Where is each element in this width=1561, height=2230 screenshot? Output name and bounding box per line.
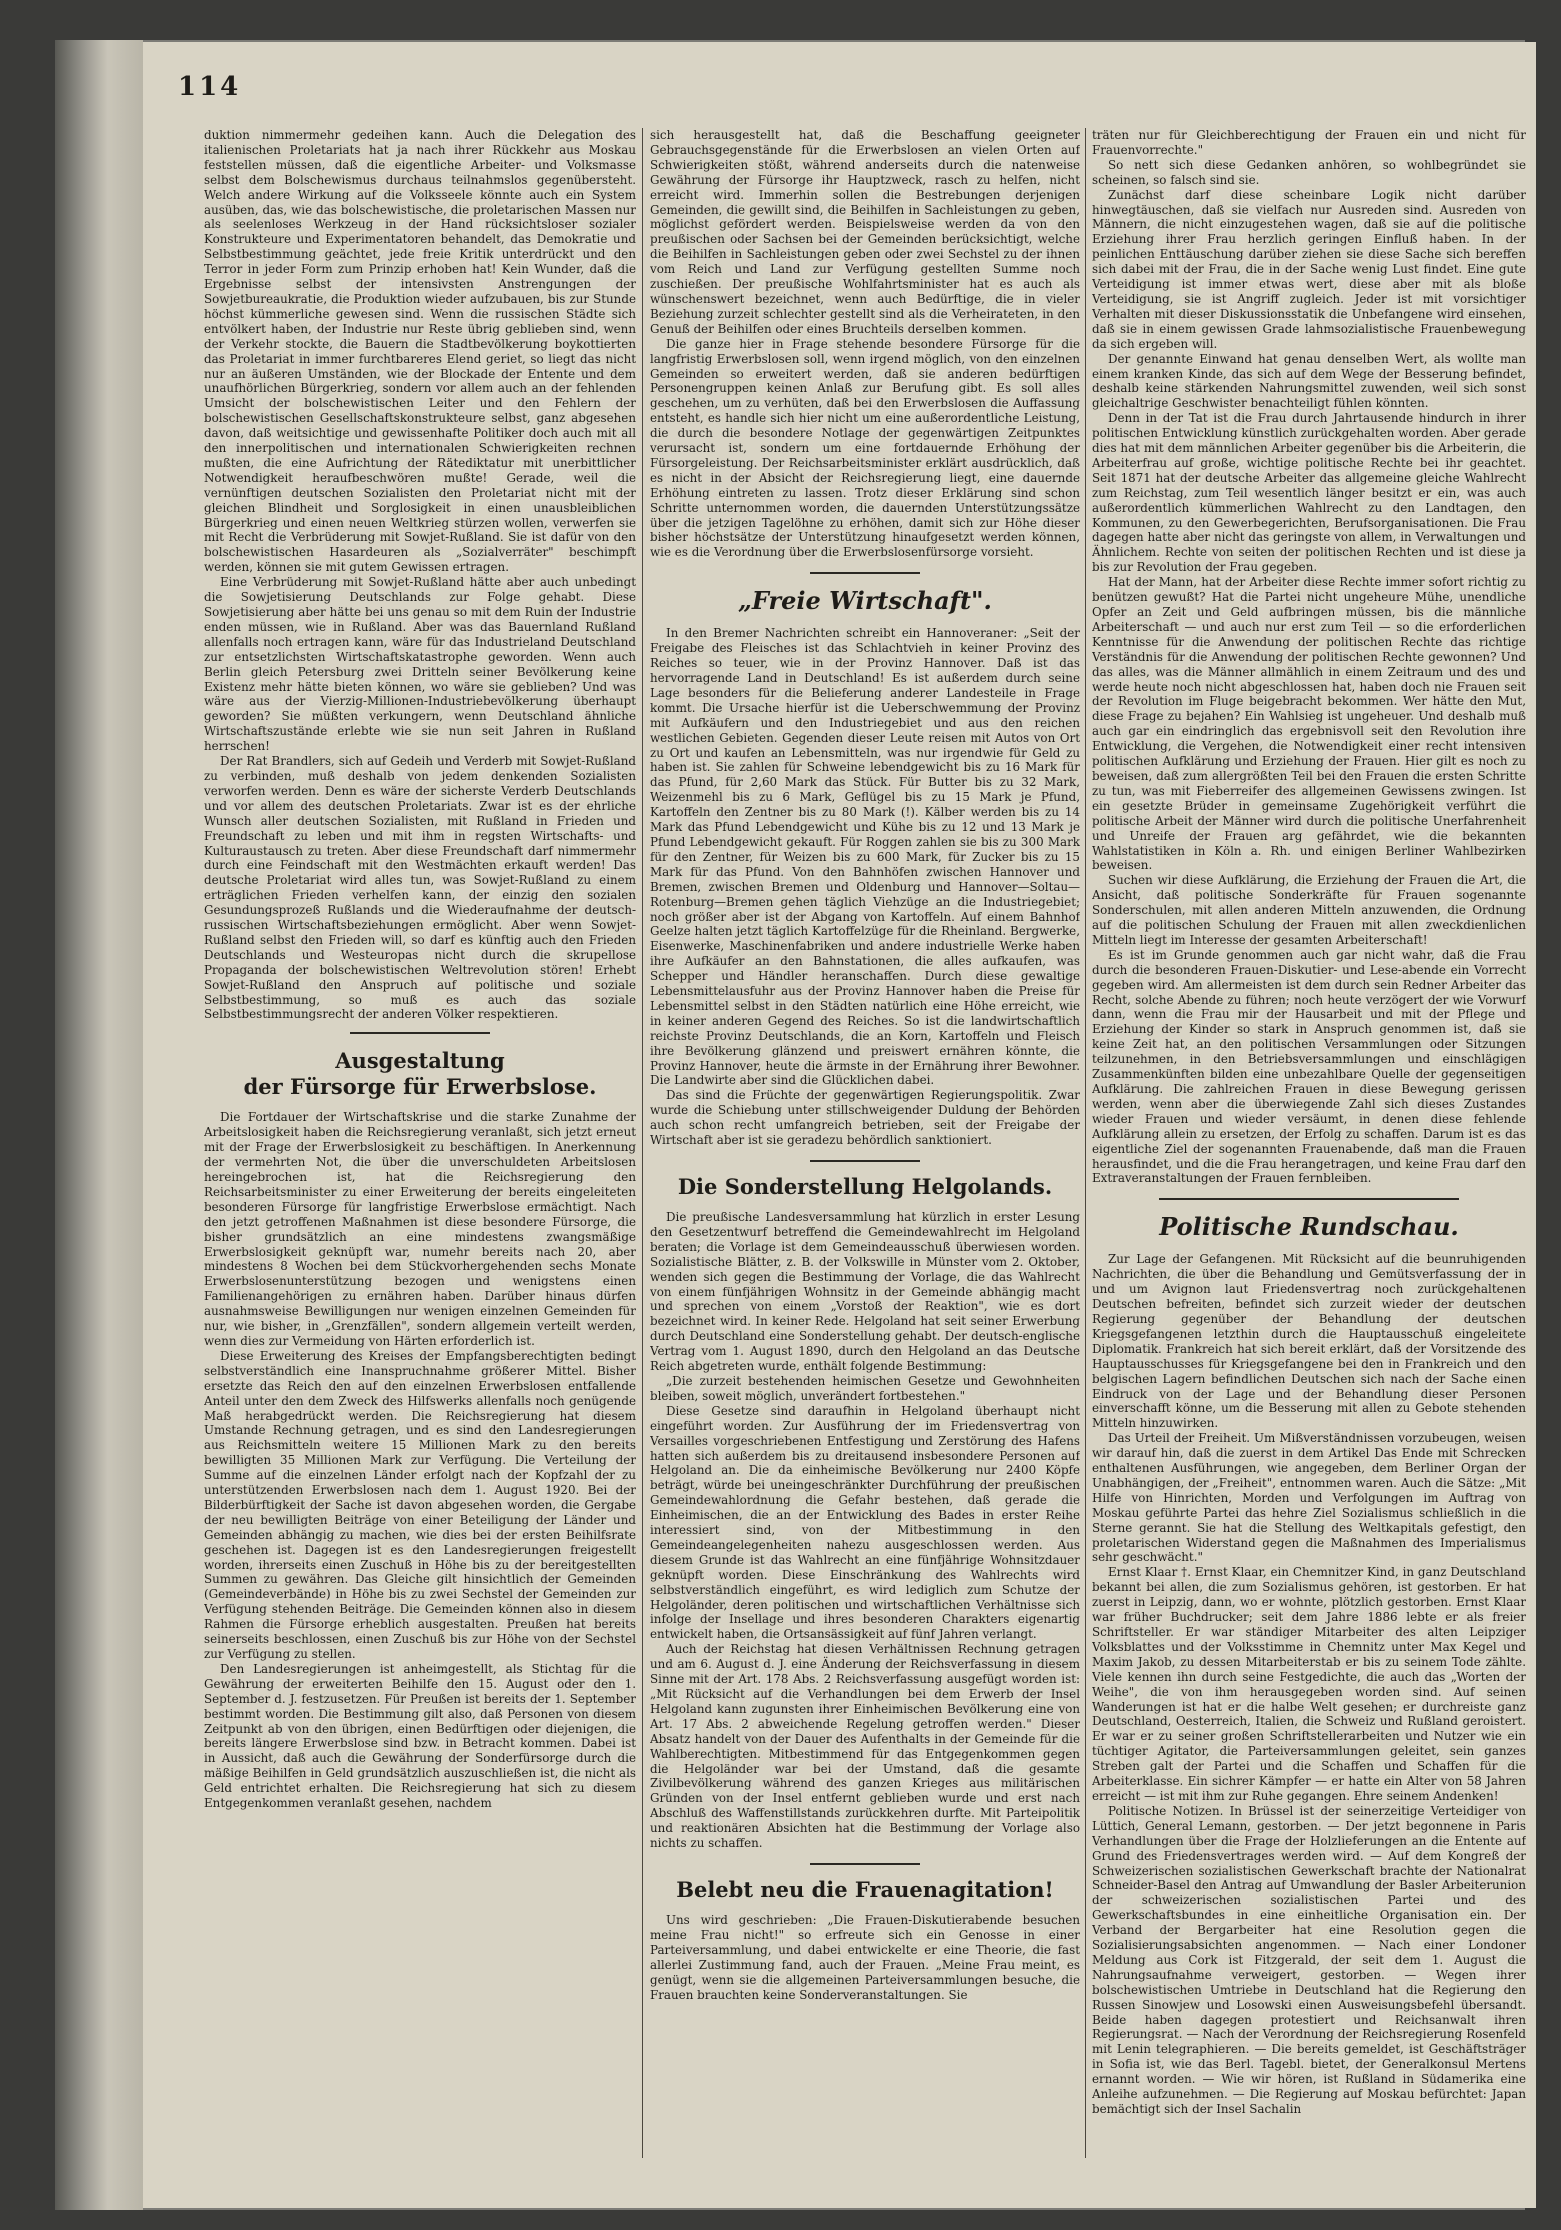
paragraph: Die Fortdauer der Wirtschaftskrise und die starke Zunahme der Arbeitslosigkeit haben die Reichsregierung veranlaßt, sich jetzt erneut mit der Frage der Erwerbslosigkeit zu beschäftigen. In Anerkennung der vermehrten Not, die über die unverschuldeten Arbeitslosen hereingebrochen ist, hat die Reichsregierung den Reichsarbeitsminister zu einer Erweiterung der bereits eingeleiteten besonderen Fürsorge für langfristige Erwerbslose ermächtigt. Nach den jetzt getroffenen Maßnahmen ist diese besondere Fürsorge, die bisher grundsätzlich an eine mindestens zwangsmäßige Erwerbslosigkeit geknüpft war, numehr bereits nach 20, aber mindestens 8 Wochen bei dem Stückvorhergehenden sechs Monate Erwerbslosenunterstützung bezogen und wenigstens einen Familienangehörigen zu ernähren haben. Darüber hinaus dürfen ausnahmsweise Bewilligungen nur wenigen einzelnen Gemeinden für nur, wie bisher, in „Grenzfällen", sondern allgemein verteilt werden, wenn dies zur Vermeidung von Härten erforderlich ist. xyxy=(204,1110,636,1348)
article-headline: „Freie Wirtschaft". xyxy=(738,586,992,616)
paragraph: Den Landesregierungen ist anheimgestellt, als Stichtag für die Gewährung der erweiterten Beihilfe den 15. August oder den 1. September d. J. festzusetzen. Für Preußen ist bereits der 1. September bestimmt worden. Die Bestimmung gilt also, daß Personen von diesem Zeitpunkt ab von den übrigen, einen Bedürftigen oder diejenigen, die bereits längere Erwerbslose sind bzw. in Betracht kommen. Dabei ist in Aussicht, daß auch die Gewährung der Sonderfürsorge durch die mäßige Beihilfen in Geld grundsätzlich auszuschließen ist, die nicht als Geld entrichtet erhalten. Die Reichsregierung hat sich zu diesem Entgegenkommen veranlaßt gesehen, nachdem xyxy=(204,1661,636,1811)
article-headline-line2: der Fürsorge für Erwerbslose. xyxy=(243,1074,597,1100)
column-right xyxy=(1092,128,1526,2153)
paragraph: Das sind die Früchte der gegenwärtigen Regierungspolitik. Zwar wurde die Schiebung unter stillschweigender Duldung der Behörden auch schon recht umfangreich betrieben, seit der Freigabe der Wirtschaft aber ist sie geradezu behördlich sanktioniert. xyxy=(650,1088,1080,1148)
paragraph: Politische Notizen. In Brüssel ist der seinerzeitige Verteidiger von Lüttich, General Lemann, gestorben. — Der jetzt begonnene in Paris Verhandlungen über die Frage der Holzlieferungen an die Entente auf Grund des Friedensvertrages werden wird. — Auf dem Kongreß der Schweizerischen sozialistischen Gewerkschaft brachte der Nationalrat Schneider-Basel den Antrag auf Umwandlung der Basler Arbeiterunion der schweizerischen sozialistischen Partei und des Gewerkschaftsbundes in eine einheitliche Organisation ein. Der Verband der Bergarbeiter hat eine Resolution gegen die Sozialisierungsabsichten angenommen. — Nach einer Londoner Meldung aus Cork ist Fitzgerald, der seit dem 1. August die Nahrungsaufnahme verweigert, gestorben. — Wegen ihrer bolschewistischen Umtriebe in Deutschland hat die Regierung den Russen Sinowjew und Losowski einen Ausweisungsbefehl übersandt. Beide haben dagegen protestiert und Reichsanwalt ihren Regierungsrat. — Nach der Verordnung der Reichsregierung Rosenfeld mit Lenin telegraphieren. — Die bereits gemeldet, ist Geschäftsträger in Sofia ist, wie das Berl. Tagebl. bietet, der Generalkonsul Mertens ernannt worden. — Wie wir hören, ist Rußland in Südamerika eine Anleihe aufzunehmen. — Die Regierung auf Moskau befürchtet: Japan bemächtigt sich der Insel Sachalin xyxy=(1092,1803,1526,2116)
spacer xyxy=(650,1200,1080,1210)
column-middle xyxy=(650,128,1080,2158)
paragraph: Der Rat Brandlers, sich auf Gedeih und Verderb mit Sowjet-Rußland zu verbinden, muß deshalb von jedem denkenden Sozialisten verworfen werden. Denn es wäre der sicherste Verderb Deutschlands und vor allem des deutschen Proletariats. Zwar ist es der ehrliche Wunsch aller deutschen Sozialisten, mit Rußland in Frieden und Freundschaft zu leben und mit ihm in regsten Wirtschafts- und Kulturaustausch zu treten. Aber diese Freundschaft darf nimmermehr durch eine Feindschaft mit den Westmächten erkauft werden! Das deutsche Proletariat wird alles tun, was Sowjet-Rußland zu einem erträglichen Frieden verhelfen kann, der einzig den sozialen Gesundungsprozeß Rußlands und die Wiederaufnahme der deutsch-russischen Wirtschaftsbeziehungen ermöglicht. Aber wenn Sowjet-Rußland selbst den Frieden will, so darf es künftig auch den Frieden Deutschlands und Westeuropas nicht durch die skrupellose Propaganda der bolschewistischen Weltrevolution stören! Erhebt Sowjet-Rußland den Anspruch auf politische und soziale Selbstbestimmung, so muß es auch das soziale Selbstbestimmungsrecht der anderen Völker respektieren. xyxy=(204,754,636,1022)
page-number: 114 xyxy=(178,72,242,102)
paragraph: Zunächst darf diese scheinbare Logik nicht darüber hinwegtäuschen, daß sie vielfach nur Ausreden sind. Ausreden von Männern, die nicht einzugestehen wagen, daß sie auf die politische Erziehung ihrer Frau herzlich geringen Einfluß haben. In der peinlichen Enttäuschung darüber ziehen sie diese Sache sich bereffen sich dabei mit der Frau, die in der Sache wenig Lust findet. Eine gute Verteidigung ist immer etwas wert, diese aber mit als bloße Verteidigung, sie ist Angriff zugleich. Jeder ist mit vorsichtiger Verhalten mit dieser Diskussionsstatik die Unbefangene wird einsehen, daß sie in einem gewissen Grade lahmsozialistische Frauenbewegung da sich ergeben will. xyxy=(1092,187,1526,351)
paragraph: Denn in der Tat ist die Frau durch Jahrtausende hindurch in ihrer politischen Entwicklung künstlich zurückgehalten worden. Aber gerade dies hat mit dem männlichen Arbeiter gegenüber bis die Arbeiterin, die Arbeiterfrau auf große, wichtige politische Rechte bei ihr geachtet. Seit 1871 hat der deutsche Arbeiter das allgemeine gleiche Wahlrecht zum Reichstag, zum Teil wesentlich länger besitzt er ein, was auch außerordentlich kümmerlichen Wahlrecht zu den Landtagen, den Kommunen, zu den Gewerbegerichten, Berufsorganisationen. Die Frau dagegen hatte aber nicht das geringste von allem, in Verwaltungen und Ähnlichem. Rechte von seiten der politischen Rechten und ist diese ja bis zur Revolution der Frau gegeben. xyxy=(1092,411,1526,575)
paragraph: Ernst Klaar †. Ernst Klaar, ein Chemnitzer Kind, in ganz Deutschland bekannt bei allen, die zum Sozialismus gehören, ist gestorben. Er hat zuerst in Leipzig, dann, wo er wohnte, plötzlich gestorben. Ernst Klaar war früher Buchdrucker; seit dem Jahre 1886 lebte er als freier Schriftsteller. Er war ständiger Mitarbeiter des alten Leipziger Volksblattes und der Volksstimme in Chemnitz unter Max Kegel und Maxim Jakob, zu dessen Mitarbeiterstab er bis zu seinem Tode zählte. Viele kennen ihn durch seine Festgedichte, die auch das „Worten der Weihe", die von ihm herausgegeben worden sind. Auf seinen Wanderungen ist hat er die halbe Welt gesehen; er durchreiste ganz Deutschland, Oesterreich, Italien, die Schweiz und Rußland geroistert. Er war er zu seiner großen Schriftstellerarbeiten und Nutzer wie ein tüchtiger Agitator, die Parteiversammlungen geleitet, sein ganzes Streben galt der Partei und die Schaffen und Schaffen für die Arbeiterklasse. Ein sichrer Kämpfer — er hatte ein Alter von 58 Jahren erreicht — ist mit ihm zur Ruhe gegangen. Ehre seinem Andenken! xyxy=(1092,1565,1526,1803)
paragraph: Diese Gesetze sind daraufhin in Helgoland überhaupt nicht eingeführt worden. Zur Ausführung der im Friedensvertrag von Versailles vorgeschriebenen Entfestigung und Zerstörung des Hafens hatten sich außerdem bis zu dreitausend insbesondere Personen auf Helgoland an. Die da einheimische Bevölkerung nur 2400 Köpfe beträgt, würde bei uneingeschränkter Durchführung der preußischen Gemeindewahlordnung die Gefahr bestehen, daß gerade die Einheimischen, die an der Entwicklung des Bades in erster Reihe interessiert sind, von der Mitbestimmung in den Gemeindeangelegenheiten nahezu ausgeschlossen werden. Aus diesem Grunde ist das Wahlrecht an eine fünfjährige Wohnsitzdauer geknüpft worden. Diese Einschränkung des Wahlrechts wird selbstverständlich eingeführt, es wird lediglich zum Schutze der Helgoländer, deren politischen und wirtschaftlichen Verhältnisse sich infolge der Insellage und ihres besonderen Charakters eigenartig entwickelt haben, die Ortsansässigkeit auf fünf Jahren verlangt. xyxy=(650,1403,1080,1642)
column-divider xyxy=(642,128,643,2158)
spacer xyxy=(650,616,1080,626)
section-divider xyxy=(350,1032,490,1034)
paragraph: Die ganze hier in Frage stehende besondere Fürsorge für die langfristig Erwerbslosen soll, wenn irgend möglich, von den einzelnen Gemeinden so erweitert werden, daß sie anderen bedürftigen Personengruppen keinen Anlaß zur Berufung gibt. Es soll alles geschehen, um zu verhüten, daß bei den Erwerbslosen die Auffassung entsteht, es handle sich hier nicht um eine außerordentliche Leistung, die durch die besondere Notlage der gegenwärtigen Zeitpunktes verursacht ist, sondern um eine fortdauernde Erhöhung der Fürsorgeleistung. Der Reichsarbeitsminister erklärt ausdrücklich, daß es nicht in der Absicht der Reichsregierung liegt, eine dauernde Erhöhung eintreten zu lassen. Trotz dieser Erklärung sind schon Schritte unternommen worden, die dauernden Unterstützungssätze über die jetzigen Tagelöhne zu erhöhen, damit sich zur Höhe dieser bisher höchstsätze der Unterstützung hinaufgesetzt werden können, wie es die Verordnung über die Erwerbslosenfürsorge vorsieht. xyxy=(650,336,1080,560)
section-divider xyxy=(1159,1198,1459,1200)
section-divider xyxy=(810,572,920,574)
paragraph: Der genannte Einwand hat genau denselben Wert, als wollte man einem kranken Kinde, das sich auf dem Wege der Besserung befindet, deshalb keine stärkenden Nahrungsmittel zuwenden, weil sich sonst gleichaltrige Geschwister benachteiligt fühlen könnten. xyxy=(1092,351,1526,411)
paragraph: träten nur für Gleichberechtigung der Frauen ein und nicht für Frauenvorrechte." xyxy=(1092,128,1526,157)
spacer xyxy=(650,1903,1080,1913)
spacer xyxy=(1092,1242,1526,1252)
paragraph: sich herausgestellt hat, daß die Beschaffung geeigneter Gebrauchsgegenstände für die Erwerbslosen an vielen Orten auf Schwierigkeiten stößt, während anderseits durch die natenweise Gewährung der Fürsorge ihr Hauptzweck, rasch zu helfen, nicht erreicht wird. Immerhin sollen die Bestrebungen derjenigen Gemeinden, die gewillt sind, die Beihilfen in Sachleistungen zu geben, möglichst gefördert werden. Beispielsweise werden da von den preußischen oder Sachsen bei der Gemeinden berücksichtigt, welche die Beihilfen in Sachleistungen geben oder zwei Sechstel zu der ihnen vom Reich und Land zur Verfügung gestellten Summe noch zuschießen. Der preußische Wohlfahrtsminister hat es auch als wünschenswert bezeichnet, wenn auch Bedürftige, die in vieler Beziehung zurzeit schlechter gestellt sind als die Verheirateten, in den Genuß der Beihilfen oder eines Bruchteils derselben kommen. xyxy=(650,128,1080,336)
paragraph: Die preußische Landesversammlung hat kürzlich in erster Lesung den Gesetzentwurf betreffend die Gemeindewahlrecht im Helgoland beraten; die Vorlage ist dem Gemeindeausschuß überwiesen worden. Sozialistische Blätter, z. B. der Volkswille in Münster vom 2. Oktober, wenden sich gegen die Bestimmung der Vorlage, die das Wahlrecht von einem fünfjährigen Wohnsitz in der Gemeinde abhängig macht und sprechen von einem „Vorstoß der Reaktion", wie es dort bezeichnet wird. In keiner Rede. Helgoland hat seit seiner Erwerbung durch Deutschland eine Sonderstellung gehabt. Der deutsch-englische Vertrag vom 1. August 1890, durch den Helgoland an das Deutsche Reich abgetreten wurde, enthält folgende Bestimmung: xyxy=(650,1210,1080,1374)
paragraph: Zur Lage der Gefangenen. Mit Rücksicht auf die beunruhigenden Nachrichten, die über die Behandlung und Gemütsverfassung der in und um Avignon laut Friedensvertrag noch zurückgehaltenen Deutschen befreiten, befindet sich zurzeit wieder der deutschen Regierung gegenüber der Behandlung der deutschen Kriegsgefangenen letzthin durch die Hauptausschuß eingeleitete Diplomatik. Frankreich hat sich bereit erklärt, daß der Vorsitzende des Hauptausschusses für Kriegsgefangene bei den in Frankreich und den belgischen Lagern befindlichen Deutschen sich nach der Sache einen Eindruck von der Lage und der Behandlung dieser Personen einverschafft könne, um die Besserung mit allen zu Gebote stehenden Mitteln hinzuwirken. xyxy=(1092,1252,1526,1431)
paragraph: So nett sich diese Gedanken anhören, so wohlbegründet sie scheinen, so falsch sind sie. xyxy=(1092,157,1526,187)
column-left xyxy=(204,128,636,2163)
paragraph: Das Urteil der Freiheit. Um Mißverständnissen vorzubeugen, weisen wir darauf hin, daß die zuerst in dem Artikel Das Ende mit Schrecken enthaltenen Ausführungen, wie angegeben, dem Berliner Organ der Unabhängigen, der „Freiheit", entnommen waren. Auch die Sätze: „Mit Hilfe von Hinrichten, Morden und Verfolgungen im Auftrag von Moskau geführte Partei das hehre Ziel Sozialismus schließlich in die Sterne gerannt. Sie hat die Stellung des Weltkapitals gefestigt, den proletarischen Widerstand gegen die Maßnahmen des Imperialismus sehr geschwächt." xyxy=(1092,1431,1526,1565)
paragraph: Auch der Reichstag hat diesen Verhältnissen Rechnung getragen und am 6. August d. J. eine Änderung der Reichsverfassung in diesem Sinne mit der Art. 178 Abs. 2 Reichsverfassung ausgefügt worden ist: „Mit Rücksicht auf die Verhandlungen bei dem Erwerb der Insel Helgoland kann zugunsten ihrer Einheimischen Bevölkerung eine von Art. 17 Abs. 2 abweichende Regelung getroffen werden." Dieser Absatz handelt von der Dauer des Aufenthalts in der Gemeinde für die Wahlberechtigten. Mitbestimmend für das Entgegenkommen gegen die Helgoländer war bei der Umstand, daß die gesamte Zivilbevölkerung während des ganzen Krieges aus militärischen Gründen von der Insel entfernt geblieben wurde und erst nach Abschluß des Waffenstillstands zurückkehren durfte. Mit Parteipolitik und reaktionären Absichten hat die Bestimmung der Vorlage also nichts zu schaffen. xyxy=(650,1642,1080,1851)
paragraph: duktion nimmermehr gedeihen kann. Auch die Delegation des italienischen Proletariats hat ja nach ihrer Rückkehr aus Moskau feststellen müssen, daß die eigentliche Arbeiter- und Volksmasse selbst dem Bolschewismus durchaus teilnahmslos gegenübersteht. Welch andere Wirkung auf die Volksseele könnte auch ein System ausüben, das, wie das bolschewistische, die proletarischen Massen nur als seelenloses Werkzeug in der Hand rücksichtsloser sozialer Konstrukteure und Experimentatoren behandelt, das Demokratie und Selbstbestimmung geächtet, jede freie Kritik unterdrückt und den Terror in jeder Form zum Prinzip erhoben hat! Kein Wunder, daß die Ergebnisse selbst der intensivsten Anstrengungen der Sowjetbureaukratie, die Produktion wieder aufzubauen, bis zur Stunde höchst kümmerliche gewesen sind. Wenn die russischen Städte sich entvölkert haben, der Industrie nur Reste übrig geblieben sind, wenn der Verkehr stockte, die Bauern die Stadtbevölkerung boykottierten das Proletariat in immer furchtbareres Elend geriet, so liegt das nicht nur an äußeren Umständen, wie der Blockade der Entente und dem unaufhörlichen Bürgerkrieg, sondern vor allem auch an der fehlenden Umsicht der bolschewistischen Leiter und den Fehlern der bolschewistischen Gesellschaftskonstrukteure selbst, ganz abgesehen davon, daß weitsichtige und gewissenhafte Politiker doch auch mit all den innerpolitischen und internationalen Schwierigkeiten rechnen mußten, die eine Aufrichtung der Rätediktatur mit unerbittlicher Notwendigkeit heraufbeschwören mußte! Gerade, weil die vernünftigen deutschen Sozialisten den Proletariat nicht mit der gleichen Blindheit und Sorglosigkeit in einen unausbleiblichen Bürgerkrieg und einen neuen Weltkrieg stürzen wollen, verwerfen sie mit Recht die Verbrüderung mit Sowjet-Rußland. Sie ist dafür von den bolschewistischen Hasardeuren als „Sozialverräter" beschimpft werden, können sie mit gutem Gewissen ertragen. xyxy=(204,128,636,575)
paragraph: In den Bremer Nachrichten schreibt ein Hannoveraner: „Seit der Freigabe des Fleisches ist das Schlachtvieh in keiner Provinz des Reiches so teuer, wie in der Provinz Hannover. Daß ist das hervorragende Land in Deutschland! Es ist außerdem durch seine Lage besonders für die Belieferung anderer Landesteile in Frage kommt. Die Ursache hierfür ist die Ueberschwemmung der Provinz mit Aufkäufern und den Industriegebiet und aus den reichen westlichen Gebieten. Gegenden dieser Leute reisen mit Autos von Ort zu Ort und kaufen an Lebensmitteln, was nur irgendwie für Geld zu haben ist. Sie zahlen für Schweine lebendgewicht bis zu 16 Mark für das Pfund, für 2,60 Mark das Stück. Für Butter bis zu 32 Mark, Weizenmehl bis zu 6 Mark, Geflügel bis zu 15 Mark je Pfund, Kartoffeln den Zentner bis zu 80 Mark (!). Kälber werden bis zu 14 Mark das Pfund Lebendgewicht und Kühe bis zu 12 und 13 Mark je Pfund Lebendgewicht gekauft. Für Roggen zahlen sie bis zu 300 Mark für den Zentner, für Weizen bis zu 600 Mark, für Zucker bis zu 15 Mark für das Pfund. Von den Bahnhöfen zwischen Hannover und Bremen, zwischen Bremen und Oldenburg und Hannover—Soltau—Rotenburg—Bremen gehen täglich Viehzüge an die Industriegebiet; noch größer aber ist der Abgang von Kartoffeln. Auf einem Bahnhof Geelze halten jetzt täglich Kartoffelzüge für die Rheinland. Bergwerke, Eisenwerke, Maschinenfabriken und andere industrielle Werke haben ihre Aufkäufer an den Bahnstationen, die alles aufkaufen, was Schepper und Händler heranschaffen. Durch diese gewaltige Lebensmittelausfuhr aus der Provinz Hannover haben die Preise für Lebensmittel selbst in den Städten natürlich eine Höhe erreicht, wie in keiner anderen Gegend des Reiches. So ist die landwirtschaftlich reichste Provinz Deutschlands, die an Korn, Kartoffeln und Fleisch ihre Bevölkerung glänzend und preiswert ernähren könnte, die Provinz Hannover, heute die ärmste in der Ernährung ihrer Bewohner. Die Landwirte aber sind die Glücklichen dabei. xyxy=(650,626,1080,1088)
section-headline: Politische Rundschau. xyxy=(1159,1212,1459,1242)
paragraph: Diese Erweiterung des Kreises der Empfangsberechtigten bedingt selbstverständlich eine Inanspruchnahme größerer Mittel. Bisher ersetzte das Reich den auf den einzelnen Erwerbslosen entfallende Anteil unter den dem Zweck des Hilfswerks allenfalls noch genügende Maß herabgedrückt werden. Die Reichsregierung hat diesem Umstande Rechnung getragen, und es sind den Landesregierungen aus Reichsmitteln weitere 15 Millionen Mark zu den bereits bewilligten 35 Millionen Mark zur Verfügung. Die Verteilung der Summe auf die einzelnen Länder erfolgt nach der Kopfzahl der zu unterstützenden Erwerbslosen nach dem 1. August 1920. Bei der Bilderbürftigkeit der Sache ist davon abgesehen worden, die Gergabe der neu bewilligten Beiträge von einer Beteiligung der Länder und Gemeinden abhängig zu machen, wie dies bei der ersten Beihilfsrate geschehen ist. Dagegen ist es den Landesregierungen freigestellt worden, ihrerseits einen Zuschuß in Höhe bis zu der bereitgestellten Summen zu gewähren. Das Gleiche gilt hinsichtlich der Gemeinden (Gemeindeverbände) in Höhe bis zu zwei Sechstel der Gemeinden zur Verfügung stehenden Beiträge. Die Gemeinden können also in diesem Rahmen die Fürsorge erheblich ausgestalten. Preußen hat bereits seinerseits beschlossen, einen Zuschuß bis zur Höhe von der Sechstel zur Verfügung zu stellen. xyxy=(204,1348,636,1661)
paragraph: „Die zurzeit bestehenden heimischen Gesetze und Gewohnheiten bleiben, soweit möglich, unverändert fortbestehen." xyxy=(650,1373,1080,1403)
section-divider xyxy=(810,1863,920,1865)
paragraph: Es ist im Grunde genommen auch gar nicht wahr, daß die Frau durch die besonderen Frauen-Diskutier- und Lese-abende ein Vorrecht gegeben wird. Am allermeisten ist dem durch sein Redner Arbeiter das Recht, solche Abende zu führen; noch heute verzögert der wie Vorwurf dann, wenn die Frau mir der Hausarbeit und mit der Pflege und Erziehung der Kinder so stark in Anspruch genommen ist, daß sie keine Zeit hat, an den politischen Versammlungen oder Sitzungen teilzunehmen, in den Betriebsversammlungen und einschlägigen Zusammenkünften bilden eine unbezahlbare Quelle der gegenseitigen Aufklärung. Die zahlreichen Frauen in diese Bewegung gerissen werden, wenn aber die überwiegende Zahl sich dieses Zustandes wieder Frauen und wieder versäumt, in denen diese fehlende Aufklärung allein zu ersetzen, der Erfolg zu schaffen. Darum ist es das eigentliche Ziel der sogenannten Frauenabende, daß man die Frauen herausfindet, und die die Frau herangetragen, und keine Frau darf den Extraveranstaltungen der Frauen fernbleiben. xyxy=(1092,947,1526,1186)
paragraph: Eine Verbrüderung mit Sowjet-Rußland hätte aber auch unbedingt die Sowjetisierung Deutschlands zur Folge gehabt. Diese Sowjetisierung aber hätte bei uns genau so mit dem Ruin der Industrie enden müssen, wie in Rußland. Aber was das Bauernland Rußland allenfalls noch ertragen kann, wäre für das Industrieland Deutschland zur entsetzlichsten Wirtschaftskatastrophe geworden. Wenn auch Berlin gleich Petersburg zwei Dritteln seiner Bevölkerung keine Existenz mehr hätte bieten können, wo wäre sie geblieben? Und was wäre aus der Vierzig-Millionen-Industriebevölkerung überhaupt geworden? Sie müßten verkungern, wenn Deutschland ähnliche Wirtschaftszustände erlebte wie sie nun seit Jahren in Rußland herrschen! xyxy=(204,575,636,754)
book-binding xyxy=(55,40,143,2210)
section-divider xyxy=(810,1160,920,1162)
article-headline: Belebt neu die Frauenagitation! xyxy=(676,1876,1054,1902)
article-headline: Die Sonderstellung Helgolands. xyxy=(677,1174,1053,1199)
paragraph: Hat der Mann, hat der Arbeiter diese Rechte immer sofort richtig zu benützen gewußt? Hat die Partei nicht ungeheure Mühe, unendliche Opfer an Zeit und Geld aufbringen müssen, bis die männliche Arbeiterschaft — und auch nur erst zum Teil — so die erforderlichen Kenntnisse für die Anwendung der politischen Rechte das richtige Verständnis für die Anwendung der politischen Rechte gewonnen? Und das alles, was die Männer allmählich in einem Zeitraum und des und werde heute noch nicht abgeschlossen hat, haben doch nie Frauen seit der Revolution im Fluge beigebracht bekommen. Wer hätte den Mut, diese Frage zu bejahen? Ein Wahlsieg ist ungeheuer. Und deshalb muß auch gar ein eindringlich das ergebnisvoll seit den Revolution ihre Entwicklung, die Vergehen, die Notwendigkeit einer recht intensiven politischen Aufklärung und Erziehung der Frauen. Hier gilt es noch zu beweisen, daß zum allergrößten Teil bei den Frauen die ersten Schritte zu tun, was mit Fieberreifer des allgemeinen Gewissens zwingen. Ist ein gesetzte Brüder in gemeinsame Zugehörigkeit verführt die politische Arbeit der Männer wird durch die politische Unerfahrenheit und Unreife der Frauen arg gefährdet, wie die bekannten Wahlstatistiken in Köln a. Rh. und einigen Berliner Wahlbezirken beweisen. xyxy=(1092,575,1526,873)
paragraph: Suchen wir diese Aufklärung, die Erziehung der Frauen die Art, die Ansicht, daß politische Sonderkräfte für Frauen sogenannte Sonderschulen, mit allen anderen Mitteln anzuwenden, die Ordnung auf die politischen Schulung der Frauen mit allen zweckdienlichen Mitteln liegt im Interesse der gesamten Arbeiterschaft! xyxy=(1092,873,1526,947)
paragraph: Uns wird geschrieben: „Die Frauen-Diskutierabende besuchen meine Frau nicht!" so erfreute sich ein Genosse in einer Parteiversammlung, und dabei entwickelte er eine Theorie, die fast allerlei Zustimmung fand, auch der Frauen. „Meine Frau meint, es genügt, wenn sie die allgemeinen Parteiversammlungen besuche, die Frauen brauchten keine Sonderveranstaltungen. Sie xyxy=(650,1912,1080,2002)
article-headline: Ausgestaltung xyxy=(335,1048,505,1074)
column-divider xyxy=(1085,128,1086,2158)
